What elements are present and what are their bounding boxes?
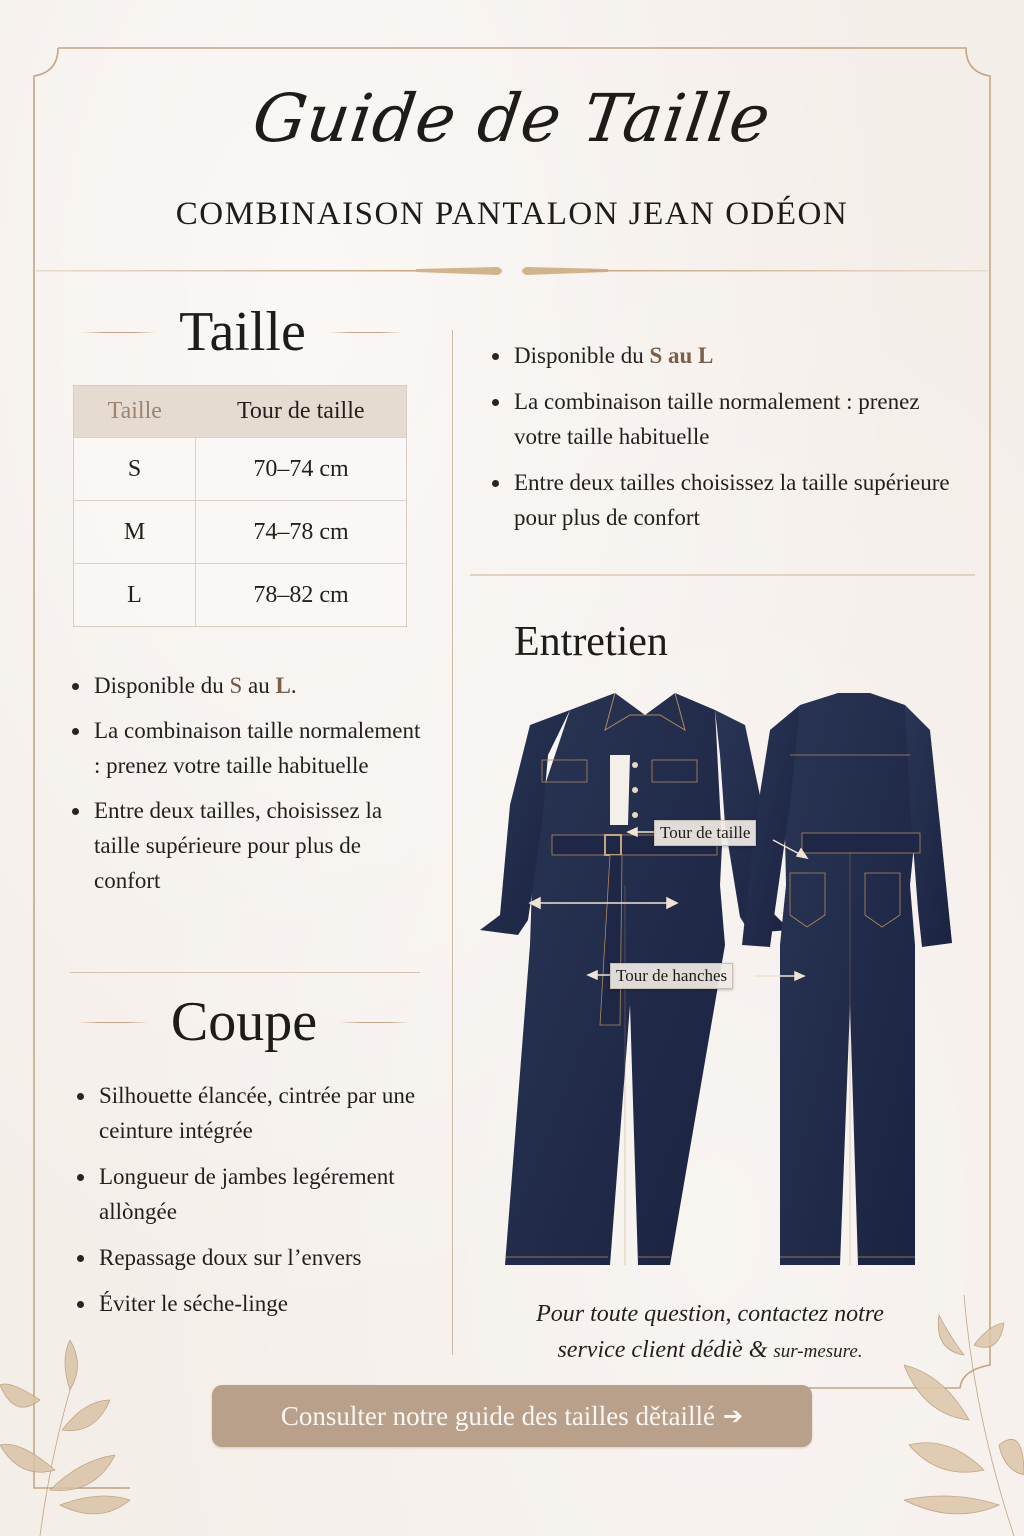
column-divider [452,330,453,1355]
product-subtitle: COMBINAISON PANTALON JEAN ODÉON [175,196,849,232]
contact-note: Pour toute question, contactez notre service client dédiè & sur-mesure. [536,1301,884,1363]
ornamental-divider [36,262,988,282]
list-item: Entre deux tailles choisissez la taille supérieure pour plus de confort [492,465,972,535]
jumpsuit-illustration [470,685,970,1280]
entretien-heading: Entretien [514,619,668,665]
list-item: Disponible du S au L [492,338,972,373]
heading-rule-left [82,332,157,333]
page-title: Guide de Taille [248,80,776,157]
detailed-size-guide-button[interactable] [212,1385,812,1447]
waist-cell: 74–78 cm [196,501,407,564]
leaf-decoration-left [0,1340,180,1536]
cta-label: Consulter notre guide des tailles dětaillé [280,1400,716,1431]
waist-measurement-label: Tour de taille [654,820,756,846]
right-bullet-list [492,338,972,546]
list-item: Éviter le séche-linge [77,1286,437,1321]
list-item: La combinaison taille normalement : prenez votre taille habituelle [72,713,422,783]
waist-cell: 70–74 cm [196,438,407,501]
coupe-bullet-list [77,1078,437,1332]
heading-rule-right [339,1022,410,1023]
list-item: Repassage doux sur l’envers [77,1240,437,1275]
taille-heading: Taille [80,300,405,364]
size-cell: L [74,564,196,627]
arrow-right-icon: ➔ [723,1402,744,1430]
size-table [73,385,407,627]
waist-cell: 78–82 cm [196,564,407,627]
table-header-row [74,386,407,438]
column-header-size: Taille [74,386,196,438]
section-divider [70,972,420,973]
size-cell: M [74,501,196,564]
heading-rule-right [328,332,403,333]
leaf-decoration-right [904,1295,1024,1536]
hips-measurement-label: Tour de hanches [610,963,733,989]
list-item: Disponible du S au L. [72,668,422,703]
coupe-heading: Coupe [78,990,410,1054]
size-cell: S [74,438,196,501]
table-row [74,564,407,627]
section-divider [470,574,975,576]
heading-rule-left [78,1022,149,1023]
list-item: La combinaison taille normalement : prenez votre taille habituelle [492,384,972,454]
table-row [74,438,407,501]
table-row [74,501,407,564]
back-view [742,693,952,1265]
taille-bullet-list [72,668,422,908]
list-item: Entre deux tailles, choisissez la taille supérieure pour plus de confort [72,793,422,898]
column-header-waist: Tour de taille [196,386,407,438]
list-item: Longueur de jambes legérement allòngée [77,1159,437,1229]
list-item: Silhouette élancée, cintrée par une ceinture intégrée [77,1078,437,1148]
